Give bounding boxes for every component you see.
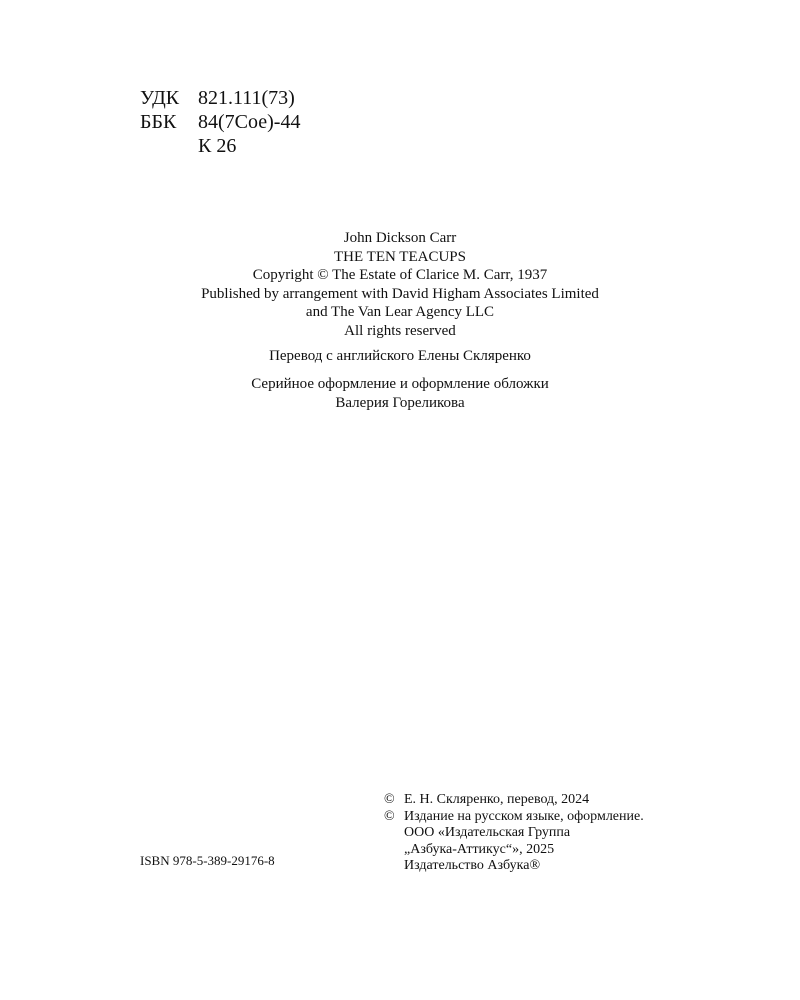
- copyright-notices: [384, 792, 644, 875]
- bbk-label: ББК: [140, 111, 177, 133]
- translator-line: Перевод с английского Елены Скляренко: [269, 348, 531, 364]
- edition-copyright-line-4: Издательство Азбука®: [404, 858, 541, 873]
- udk-label: УДК: [140, 87, 180, 109]
- classification-block: [140, 86, 300, 158]
- copyright-item: [384, 809, 644, 826]
- published-line-2: and The Van Lear Agency LLC: [305, 304, 495, 320]
- copyright-item: [384, 792, 644, 809]
- original-credits: [0, 229, 800, 340]
- edition-copyright-line-3: „Азбука-Аттикус“», 2025: [404, 841, 555, 857]
- udk-value: 821.111(73): [198, 87, 295, 109]
- author-name: John Dickson Carr: [343, 230, 457, 246]
- bbk-value: 84(7Сое)-44: [198, 111, 301, 133]
- edition-copyright-line-1: Издание на русском языке, оформление.: [404, 808, 644, 824]
- design-line-2: Валерия Гореликова: [335, 394, 465, 411]
- translation-credit: [0, 347, 800, 366]
- author-mark-row: [140, 134, 300, 158]
- design-credit: [0, 375, 800, 412]
- copyright-symbol: ©: [384, 792, 395, 807]
- edition-copyright-line-2: ООО «Издательская Группа: [404, 825, 571, 840]
- copyright-line: Copyright © The Estate of Clarice M. Carr, 1937: [252, 267, 548, 283]
- original-title: THE TEN TEACUPS: [334, 248, 466, 265]
- published-line-1: Published by arrangement with David Higham Associates Limited: [201, 285, 599, 302]
- isbn: ISBN 978-5-389-29176-8: [140, 853, 275, 868]
- rights-line: All rights reserved: [344, 322, 456, 339]
- design-line-1: Серийное оформление и оформление обложки: [251, 376, 549, 392]
- udk-row: [140, 86, 300, 110]
- bbk-row: [140, 110, 300, 134]
- author-mark: К 26: [198, 135, 237, 157]
- copyright-symbol: ©: [384, 808, 395, 824]
- translation-copyright: Е. Н. Скляренко, перевод, 2024: [404, 792, 590, 807]
